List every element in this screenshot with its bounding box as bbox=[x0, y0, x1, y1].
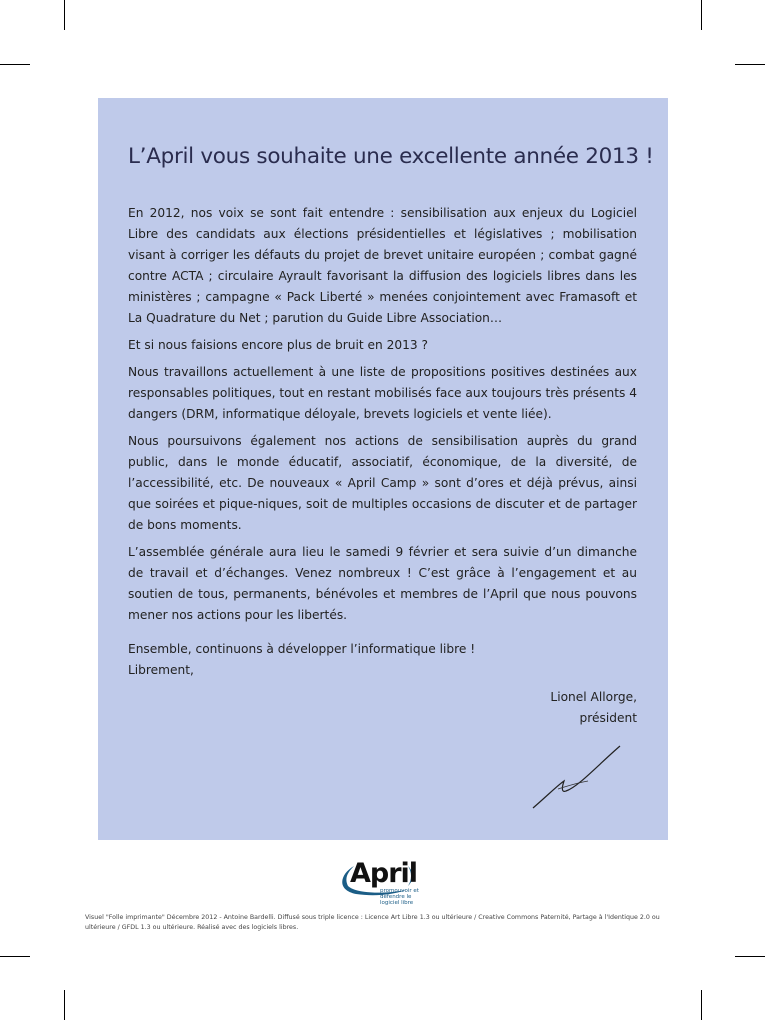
paragraph: Et si nous faisions encore plus de bruit en 2013 ? bbox=[128, 338, 429, 352]
signatory-name: Lionel Allorge, bbox=[550, 690, 637, 704]
handwritten-signature bbox=[528, 743, 628, 813]
crop-mark bbox=[735, 956, 765, 957]
logo-wordmark: April bbox=[350, 858, 418, 889]
logo-tagline: promouvoir et défendre le logiciel libre bbox=[380, 888, 419, 906]
salutation: Librement, bbox=[128, 663, 194, 677]
signatory-role: président bbox=[579, 711, 637, 725]
letter-body bbox=[128, 203, 637, 632]
closing bbox=[128, 639, 475, 681]
paragraph: L’assemblée générale aura lieu le samedi 9 février et sera suivie d’un dimanche de travail et d’échanges. Venez nombreux ! C’est grâce à l’engagement et au soutien de tous, permanents, bénévoles et membres de l’April que nous pouvons mener nos actions pour les libertés. bbox=[128, 545, 637, 622]
closing-line: Ensemble, continuons à développer l’informatique libre ! bbox=[128, 642, 476, 656]
crop-mark bbox=[0, 956, 30, 957]
paragraph: Nous travaillons actuellement à une liste de propositions positives destinées aux responsables politiques, tout en restant mobilisés face aux toujours très présents 4 dangers (DRM, informatique déloyale, brevets logiciels et vente liée). bbox=[128, 365, 637, 421]
crop-mark bbox=[701, 990, 702, 1020]
footer-credits: Visuel "Folle imprimante" Décembre 2012 - Antoine Bardelli. Diffusé sous triple licence : Licence Art Libre 1.3 ou ultérieure / Creative Commons Paternité, Partage à l'Identique 2.0 ou ultérieure / GFDL 1.3 ou ultérieure. Réalisé avec des logiciels libres. bbox=[85, 914, 660, 931]
letter-card bbox=[98, 98, 668, 840]
crop-mark bbox=[64, 990, 65, 1020]
crop-mark bbox=[701, 0, 702, 30]
signature-block bbox=[550, 687, 637, 729]
paragraph: Nous poursuivons également nos actions de sensibilisation auprès du grand public, dans le monde éducatif, associatif, économique, de la diversité, de l’accessibilité, etc. De nouveaux « April Camp » sont d’ores et déjà prévus, ainsi que soirées et pique-niques, soit de multiples occasions de discuter et de partager de bons moments. bbox=[128, 434, 637, 532]
paragraph: En 2012, nos voix se sont fait entendre : sensibilisation aux enjeux du Logiciel Libre des candidats aux élections présidentielles et législatives ; mobilisation visant à corriger les défauts du projet de brevet unitaire européen ; combat gagné contre ACTA ; circulaire Ayrault favorisant la diffusion des logiciels libres dans les ministères ; campagne « Pack Liberté » menées conjointement avec Framasoft et La Quadrature du Net ; parution du Guide Libre Association… bbox=[128, 206, 637, 325]
letter-title: L’April vous souhaite une excellente année 2013 ! bbox=[128, 144, 654, 169]
crop-mark bbox=[0, 64, 30, 65]
april-logo bbox=[336, 860, 446, 905]
crop-mark bbox=[735, 64, 765, 65]
crop-mark bbox=[64, 0, 65, 30]
